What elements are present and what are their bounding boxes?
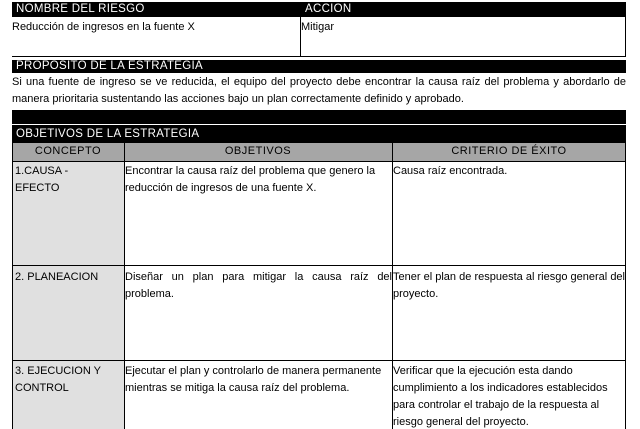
column-header-concepto: CONCEPTO xyxy=(34,145,102,157)
table-row-2-criterio: Tener el plan de respuesta al riesgo general del proyecto. xyxy=(393,271,625,300)
action-value: Mitigar xyxy=(301,21,335,33)
table-row-3-concepto: 3. EJECUCION Y CONTROL xyxy=(15,365,101,394)
black-band xyxy=(12,110,626,124)
objectives-label: OBJETIVOS DE LA ESTRATEGIA xyxy=(16,128,200,140)
risk-name-value: Reducción de ingresos en la fuente X xyxy=(12,21,195,33)
column-header-row xyxy=(12,143,626,161)
table-row-1-criterio: Causa raíz encontrada. xyxy=(393,165,508,177)
purpose-text: Si una fuente de ingreso se ve reducida, el equipo del proyecto debe encontrar la causa raíz del problema y abordarlo de manera prioritaria sustentando las acciones bajo un plan correctamente definido y aprobado. xyxy=(12,76,626,105)
risk-name-label: NOMBRE DEL RIESGO xyxy=(16,3,145,15)
risk-name-header xyxy=(12,2,626,17)
divider xyxy=(625,17,626,57)
divider xyxy=(12,161,626,162)
divider xyxy=(12,143,13,429)
divider xyxy=(12,265,626,266)
table-row-2-objetivo: Diseñar un plan para mitigar la causa raíz del problema. xyxy=(125,271,392,300)
purpose-header xyxy=(12,60,626,73)
column-header-criterio: CRITERIO DE ÉXITO xyxy=(451,145,567,157)
column-header-objetivos: OBJETIVOS xyxy=(224,145,292,157)
table-row-1-objetivo: Encontrar la causa raíz del problema que genero la reducción de ingresos de una fuente X. xyxy=(125,165,376,194)
table-row-3-objetivo: Ejecutar el plan y controlarlo de manera permanente mientras se mitiga la causa raíz del problema. xyxy=(125,365,382,394)
table-row-3-criterio: Verificar que la ejecución esta dando cumplimiento a los indicadores establecidos para controlar el trabajo de la respuesta al riesgo general del proyecto. xyxy=(393,365,608,428)
risk-name-row xyxy=(12,17,626,57)
divider xyxy=(300,17,301,57)
purpose-label: PROPOSITO DE LA ESTRATEGIA xyxy=(16,60,203,72)
divider xyxy=(12,360,626,361)
divider xyxy=(12,56,626,57)
objectives-header xyxy=(12,125,626,143)
table-row-2-concepto: 2. PLANEACION xyxy=(15,271,99,283)
divider xyxy=(625,143,626,429)
action-label: ACCION xyxy=(305,3,352,15)
table-row-1-concepto: 1.CAUSA - EFECTO xyxy=(15,165,69,194)
